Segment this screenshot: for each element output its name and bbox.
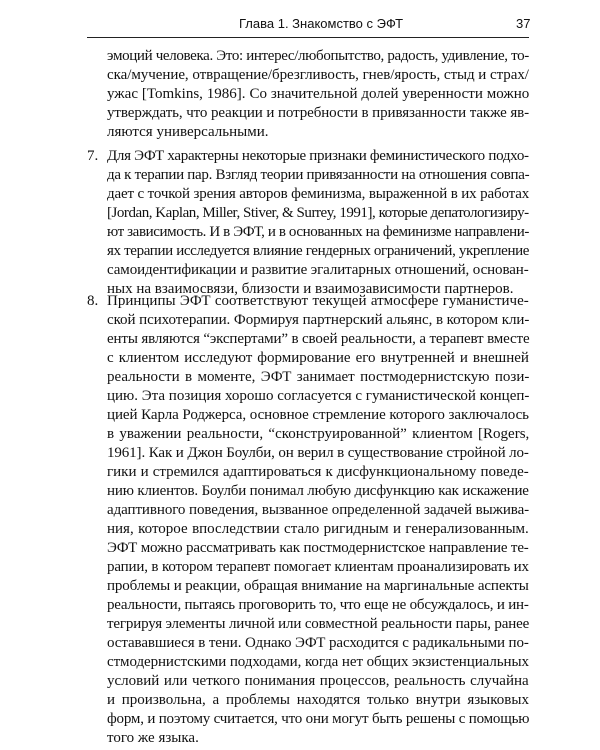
list-item-line: цию. Эта позиция хорошо согласуется с гуманистической концеп- [107, 388, 530, 404]
list-item-number: 7. [87, 148, 99, 164]
list-item-line: и произвольна, а проблемы находятся только внутри языковых [107, 692, 529, 708]
list-item-line: ЭФТ можно рассматривать как постмодернистское направление те- [107, 540, 529, 556]
list-item-line: да к терапии пар. Взгляд теории привязанности на отношения совпа- [107, 167, 530, 183]
list-item-line: реальности в моменте, ЭФТ занимает постмодернистскую пози- [107, 369, 530, 385]
list-item-line: ской психотерапии. Формируя партнерский альянс, в котором кли- [107, 312, 530, 328]
continuation-line: ляются универсальными. [107, 124, 269, 140]
list-item-line: ных на взаимосвязи, близости и взаимозависимости партнеров. [107, 281, 514, 297]
list-item-line: Для ЭФТ характерны некоторые признаки феминистического подхо- [107, 148, 529, 164]
continuation-line: ска/мучение, отвращение/брезгливость, гнев/ярость, стыд и страх/ [107, 67, 529, 83]
page-number: 37 [516, 16, 531, 31]
list-item-number: 8. [87, 293, 99, 309]
continuation-line: эмоций человека. Это: интерес/любопытство, радость, удивление, то- [107, 48, 529, 64]
continuation-line: утверждать, что реакции и потребности в привязанности также яв- [107, 105, 530, 121]
list-item-line: остававшиеся в тени. Однако ЭФТ расходится с радикальными по- [107, 635, 529, 651]
list-item-line: тегрируя элементы личной или совместной реальности пары, ранее [107, 616, 530, 632]
list-item-line: с клиентом исследуют формирование его внутренней и внешней [107, 350, 529, 366]
list-item-line: ях терапии исследуется влияние гендерных ограничений, укрепление [107, 243, 530, 259]
list-item-line: [Jordan, Kaplan, Miller, Stiver, & Surrey, 1991], которые депатологизиру- [107, 205, 529, 221]
list-item-line: в уважении реальности, “сконструированной” клиентом [Rogers, [107, 426, 530, 442]
list-item-line: гики и стремился адаптироваться к дисфункциональному поведе- [107, 464, 529, 480]
chapter-title: Глава 1. Знакомство с ЭФТ [239, 16, 404, 31]
list-item-line: енты являются “экспертами” в своей реальности, а терапевт вместе [107, 331, 530, 347]
list-item-line: стмодернистскими подходами, когда нет общих экзистенциальных [107, 654, 529, 670]
list-item-line: условий или четкого понимания процессов, реальность случайна [107, 673, 529, 689]
list-item-line: проблемы и реакции, обращая внимание на маргинальные аспекты [107, 578, 529, 594]
list-item-line: ют зависимость. И в ЭФТ, и в основанных на феминизме направлени- [107, 224, 529, 240]
continuation-line: ужас [Tomkins, 1986]. Со значительной долей уверенности можно [107, 86, 530, 102]
list-item-line: того же языка. [107, 730, 199, 746]
list-item-line: дает с точкой зрения авторов феминизма, выраженной в их работах [107, 186, 530, 202]
list-item-line: ния, которое впоследствии стало ригидным и генерализованным. [107, 521, 529, 537]
list-item-line: форм, и поэтому считается, что они могут быть решены с помощью [107, 711, 530, 727]
list-item-line: Принципы ЭФТ соответствуют текущей атмосфере гуманистиче- [107, 293, 529, 309]
list-item-line: цией Карла Роджерса, основное стремление которого заключалось [107, 407, 529, 423]
list-item-line: самоидентификации и развитие эгалитарных отношений, основан- [107, 262, 529, 278]
list-item-line: нию клиентов. Боулби понимал любую дисфункцию как искажение [107, 483, 529, 499]
list-item-line: реальности, пытаясь проговорить то, что еще не обсуждалось, и ин- [107, 597, 529, 613]
list-item-line: адаптивного поведения, вызванное определенной задачей выжива- [107, 502, 530, 518]
list-item-line: 1961]. Как и Джон Боулби, он верил в существование стройной ло- [107, 445, 529, 461]
list-item-line: рапии, в котором терапевт помогает клиентам проанализировать их [107, 559, 529, 575]
